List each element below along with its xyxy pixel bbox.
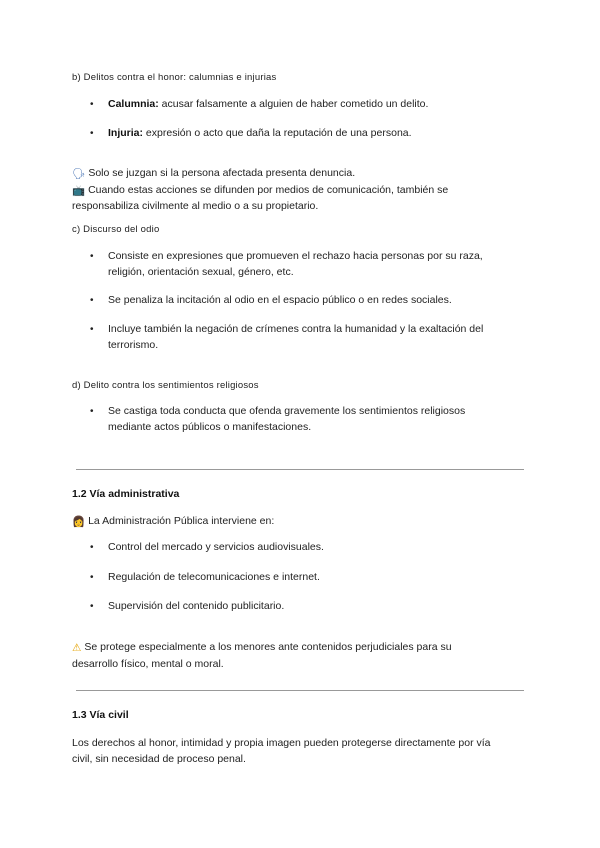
- bullet-icon: •: [90, 99, 94, 110]
- note-paragraph: [72, 166, 532, 215]
- list-item: [90, 322, 530, 353]
- term-definition: expresión o acto que daña la reputación de una persona.: [143, 127, 412, 139]
- intro-text: La Administración Pública interviene en:: [88, 515, 275, 527]
- item-text: mediante actos públicos o manifestaciones.: [108, 420, 312, 433]
- warning-text: Se protege especialmente a los menores ante contenidos perjudiciales para su: [84, 641, 452, 653]
- note-text: Cuando estas acciones se difunden por medios de comunicación, también se: [88, 183, 449, 196]
- divider: [76, 469, 524, 470]
- note-text: Solo se juzgan si la persona afectada presenta denuncia.: [88, 167, 356, 179]
- paragraph-text: civil, sin necesidad de proceso penal.: [72, 752, 246, 765]
- item-text: terrorismo.: [108, 338, 159, 351]
- bullet-icon: •: [90, 251, 94, 262]
- warning-text: desarrollo físico, mental o moral.: [72, 657, 224, 670]
- list-item: [90, 540, 530, 556]
- item-text: religión, orientación sexual, género, etc.: [108, 265, 294, 278]
- section-title-1-3: 1.3 Vía civil: [72, 709, 129, 721]
- list-item: [90, 249, 530, 280]
- divider: [76, 690, 524, 691]
- list-item: [90, 404, 530, 435]
- speaking-head-icon: 🗣: [72, 168, 86, 180]
- term-label: Injuria:: [108, 127, 144, 139]
- section-title-1-2: 1.2 Vía administrativa: [72, 488, 180, 500]
- television-icon: 📺: [72, 184, 86, 197]
- civil-paragraph: [72, 736, 532, 767]
- item-text: Consiste en expresiones que promueven el rechazo hacia personas por su raza,: [108, 250, 483, 262]
- officer-icon: 👩: [72, 516, 86, 528]
- intro-paragraph: [72, 514, 532, 531]
- list-item: [90, 126, 530, 142]
- subsection-title-b: b) Delitos contra el honor: calumnias e injurias: [72, 72, 277, 83]
- term-definition: acusar falsamente a alguien de haber cometido un delito.: [158, 98, 429, 110]
- warning-icon: ⚠: [72, 642, 82, 654]
- note-text: responsabiliza civilmente al medio o a su propietario.: [72, 200, 319, 212]
- item-text: Se penaliza la incitación al odio en el espacio público o en redes sociales.: [108, 294, 452, 306]
- bullet-icon: •: [90, 406, 94, 417]
- item-text: Incluye también la negación de crímenes contra la humanidad y la exaltación del: [108, 323, 484, 335]
- list-item: [90, 293, 530, 309]
- warning-paragraph: [72, 640, 532, 672]
- bullet-icon: •: [90, 542, 94, 553]
- bullet-icon: •: [90, 128, 94, 139]
- paragraph-text: Los derechos al honor, intimidad y propia imagen pueden protegerse directamente por vía: [72, 737, 491, 749]
- bullet-icon: •: [90, 324, 94, 335]
- item-text: Se castiga toda conducta que ofenda gravemente los sentimientos religiosos: [108, 405, 466, 417]
- item-text: Supervisión del contenido publicitario.: [108, 600, 285, 612]
- bullet-icon: •: [90, 572, 94, 583]
- bullet-icon: •: [90, 601, 94, 612]
- subsection-title-d: d) Delito contra los sentimientos religiosos: [72, 380, 259, 391]
- list-item: [90, 97, 530, 113]
- bullet-icon: •: [90, 295, 94, 306]
- subsection-title-c: c) Discurso del odio: [72, 224, 160, 235]
- list-item: [90, 570, 530, 586]
- item-text: Control del mercado y servicios audiovisuales.: [108, 541, 324, 553]
- item-text: Regulación de telecomunicaciones e internet.: [108, 571, 320, 583]
- list-item: [90, 599, 530, 615]
- term-label: Calumnia:: [108, 98, 159, 110]
